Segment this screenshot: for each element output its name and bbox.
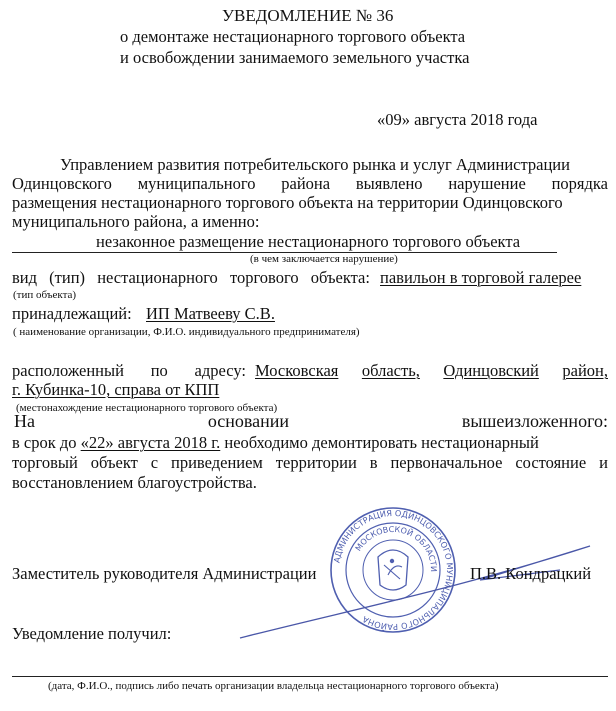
notice-title: УВЕДОМЛЕНИЕ № 36 [222,6,394,25]
basis-word: На [14,411,35,431]
object-type-label [12,268,370,288]
basis-word: основании [207,411,290,431]
deadline-date: «22» августа 2018 г. [80,433,221,452]
address-label-word: по [150,361,168,380]
stamp-inner-text: МОСКОВСКОЙ ОБЛАСТИ [353,524,439,573]
object-type-word: (тип) [49,268,86,287]
address-word: Московская [255,361,339,380]
intro-word: муниципального [137,174,256,193]
notice-subtitle-2: и освобождении занимаемого земельного участка [120,48,470,67]
object-type-value: павильон в торговой галерее [380,268,582,287]
stamp-outer-text: АДМИНИСТРАЦИЯ ОДИНЦОВСКОГО МУНИЦИПАЛЬНОГО РАЙОНА [331,507,456,633]
address-label [12,361,246,381]
owner-label: принадлежащий: [12,304,132,323]
signatory-position: Заместитель руководителя Администрации [12,564,317,583]
basis-line-3-word: территории [275,453,357,472]
notice-subtitle-1: о демонтаже нестационарного торгового объекта [120,27,466,46]
violation-caption: (в чем заключается нарушение) [250,253,398,265]
object-type-word: объекта: [310,268,370,287]
basis-line-3-word: приведением [171,453,263,472]
intro-line-2 [12,174,608,194]
object-type-word: торгового [229,268,299,287]
basis-line-2 [12,433,608,453]
address-value-line-2: г. Кубинка-10, справа от КПП [12,380,220,399]
basis-line-3-word: состояние [515,453,587,472]
basis-line-3 [12,453,608,473]
address-word: район, [562,361,608,380]
basis-heading [14,410,608,432]
intro-line-4: муниципального района, а именно: [12,212,260,231]
object-type-caption: (тип объекта) [13,289,77,301]
basis-word: вышеизложенного: [461,411,608,431]
object-type-word: нестационарного [97,268,218,287]
address-value-line-1 [255,361,608,381]
basis-line-3-word: в [369,453,378,472]
intro-word: порядка [551,174,608,193]
basis-suffix: необходимо демонтировать нестационарный [224,433,539,452]
intro-word: Одинцовского [12,174,112,193]
intro-word: выявлено [355,174,423,193]
owner-caption: ( наименование организации, Ф.И.О. индивидуального предпринимателя) [13,326,360,338]
notice-date: «09» августа 2018 года [377,110,538,129]
basis-line-3-word: с [150,453,159,472]
signatory-name: П.В. Кондрацкий [470,564,592,583]
address-word: Одинцовский [443,361,539,380]
basis-line-3-word: торговый [12,453,78,472]
address-word: область, [361,361,420,380]
object-type-word: вид [12,268,38,287]
receipt-line [12,676,608,677]
basis-line-3-word: объект [90,453,138,472]
receipt-caption: (дата, Ф.И.О., подпись либо печать организации владельца нестационарного торгового объекта) [48,680,499,692]
address-caption: (местонахождение нестационарного торгового объекта) [16,402,278,414]
basis-line-4: восстановлением благоустройства. [12,473,257,492]
intro-word: нарушение [448,174,526,193]
violation-value: незаконное размещение нестационарного торгового объекта [96,232,521,251]
address-label-word: адресу: [194,361,246,380]
receipt-label: Уведомление получил: [12,624,172,643]
intro-word: района [281,174,331,193]
owner-value: ИП Матвееву С.В. [146,304,275,323]
intro-line-3: размещения нестационарного торгового объекта на территории Одинцовского [12,193,563,212]
address-label-word: расположенный [12,361,124,380]
basis-line-3-word: и [599,453,608,472]
basis-line-3-word: первоначальное [390,453,503,472]
basis-prefix: в срок до [12,433,77,452]
signature-icon [230,540,610,650]
intro-line-1: Управлением развития потребительского рынка и услуг Администрации [60,155,570,174]
